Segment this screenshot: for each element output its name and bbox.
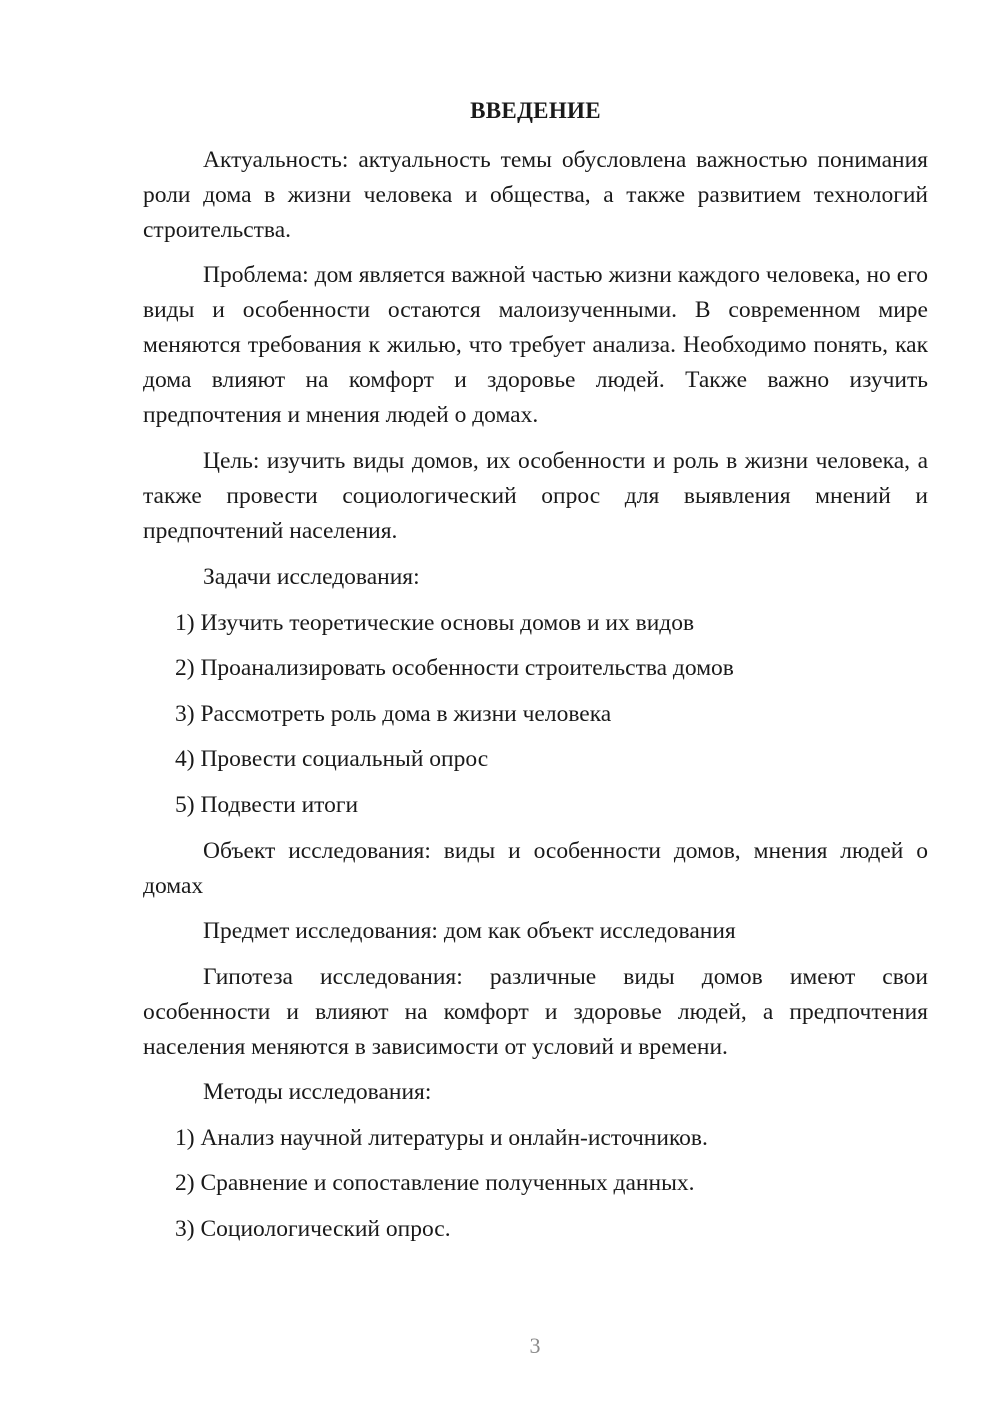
relevance-paragraph: Актуальность: актуальность темы обусловлена важностью понимания роли дома в жизни человека и общества, а также развитием технологий строительства. (143, 147, 928, 243)
methods-heading: Методы исследования: (203, 1079, 432, 1105)
subject-paragraph: Предмет исследования: дом как объект исследования (203, 918, 736, 944)
task-item: 4) Провести социальный опрос (175, 746, 489, 772)
task-item: 1) Изучить теоретические основы домов и их видов (175, 610, 695, 636)
method-item: 3) Социологический опрос. (175, 1216, 451, 1242)
method-item: 2) Сравнение и сопоставление полученных данных. (175, 1170, 695, 1196)
task-item: 2) Проанализировать особенности строительства домов (175, 655, 734, 681)
object-paragraph: Объект исследования: виды и особенности домов, мнения людей о домах (143, 838, 928, 899)
tasks-heading: Задачи исследования: (203, 564, 420, 590)
task-item: 5) Подвести итоги (175, 792, 359, 818)
task-item: 3) Рассмотреть роль дома в жизни человека (175, 701, 612, 727)
problem-paragraph: Проблема: дом является важной частью жизни каждого человека, но его виды и особенности остаются малоизученными. В современном мире меняются требования к жилью, что требует анализа. Необходимо понять, как дома влияют на комфорт и здоровье людей. Также важно изучить предпочтения и мнения людей о домах. (143, 262, 928, 428)
goal-paragraph: Цель: изучить виды домов, их особенности и роль в жизни человека, а также провести социологический опрос для выявления мнений и предпочтений населения. (143, 448, 928, 544)
hypothesis-paragraph: Гипотеза исследования: различные виды домов имеют свои особенности и влияют на комфорт и здоровье людей, а предпочтения населения меняются в зависимости от условий и времени. (143, 964, 928, 1060)
page-number: 3 (529, 1333, 541, 1358)
section-title: ВВЕДЕНИЕ (470, 98, 601, 123)
method-item: 1) Анализ научной литературы и онлайн-источников. (175, 1125, 708, 1151)
